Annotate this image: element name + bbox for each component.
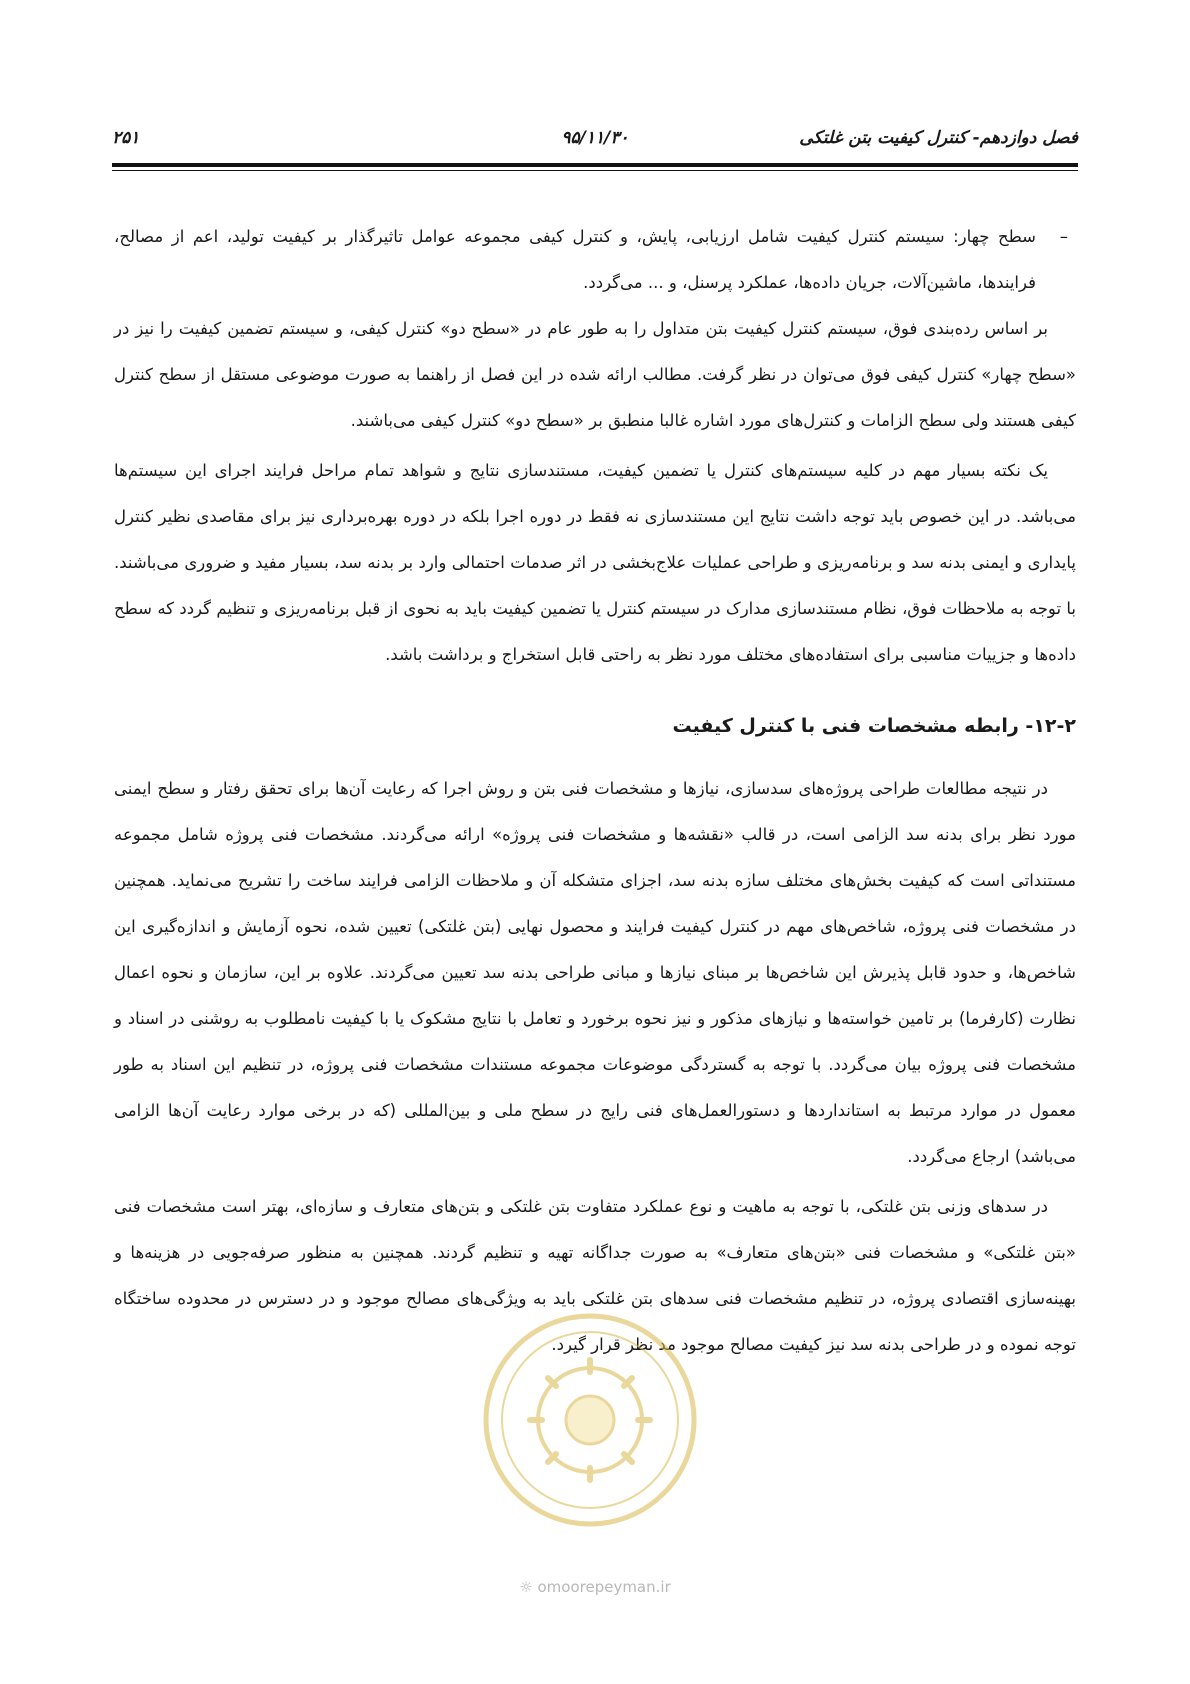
list-dash: – bbox=[1059, 227, 1068, 246]
watermark-url bbox=[0, 1578, 1190, 1596]
paragraph: در سدهای وزنی بتن غلتکی، با توجه به ماهیت و نوع عملکرد متفاوت بتن غلتکی و بتن‌های متعارف و سازه‌ای، بهتر است مشخصات فنی «بتن غلتکی» و مشخصات فنی «بتن‌های متعارف» به صورت جداگانه تهیه و تنظیم گردند. همچنین به منظور صرفه‌جویی در هزینه‌ها و بهینه‌سازی اقتصادی پروژه، در تنظیم مشخصات فنی سدهای بتن غلتکی باید به ویژگی‌های مصالح موجود و در دسترس در محدوده ساختگاه توجه نموده و در طراحی بدنه سد نیز کیفیت مصالح موجود مد نظر قرار گیرد. bbox=[114, 1197, 1076, 1354]
paragraph: یک نکته بسیار مهم در کلیه سیستم‌های کنترل یا تضمین کیفیت، مستندسازی نتایج و شواهد تمام مراحل فرایند اجرای این سیستم‌ها می‌باشد. در این خصوص باید توجه داشت نتایج این مستندسازی نه فقط در دوره اجرا بلکه در دوره بهره‌برداری نیز برای مقاصدی نظیر کنترل پایداری و ایمنی بدنه سد و برنامه‌ریزی و طراحی عملیات علاج‌بخشی در اثر صدمات احتمالی وارد بر بدنه سد، بسیار مفید و ضروری می‌باشند. با توجه به ملاحظات فوق، نظام مستندسازی مدارک در سیستم کنترل یا تضمین کیفیت باید به نحوی از قبل برنامه‌ریزی و تنظیم گردد که سطح داده‌ها و جزییات مناسبی برای استفاده‌های مختلف مورد نظر به راحتی قابل استخراج و برداشت باشد. bbox=[114, 461, 1076, 664]
page-body bbox=[114, 214, 1076, 1368]
section-heading: ۱۲-۲- رابطه مشخصات فنی با کنترل کیفیت bbox=[672, 715, 1076, 737]
list-item-text: سطح چهار: سیستم کنترل کیفیت شامل ارزیابی، پایش، و کنترل کیفی مجموعه عوامل تاثیرگذار بر کیفیت تولید، اعم از مصالح، فرایندها، ماشین‌آلات، جریان داده‌ها، عملکرد پرسنل، و ... می‌گردد. bbox=[114, 227, 1036, 292]
paragraph: در نتیجه مطالعات طراحی پروژه‌های سدسازی، نیازها و مشخصات فنی بتن و روش اجرا که رعایت آن‌ها برای تحقق رفتار و سطح ایمنی مورد نظر برای بدنه سد الزامی است، در قالب «نقشه‌ها و مشخصات فنی پروژه» ارائه می‌گردند. مشخصات فنی پروژه شامل مجموعه مستنداتی است که کیفیت بخش‌های مختلف سازه بدنه سد، اجزای متشکله آن و ملاحظات الزامی فرایند ساخت را تشریح می‌نماید. همچنین در مشخصات فنی پروژه، شاخص‌های مهم در کنترل کیفیت فرایند و محصول نهایی (بتن غلتکی) تعیین شده، نحوه آزمایش و اندازه‌گیری این شاخص‌ها، و حدود قابل پذیرش این شاخص‌ها بر مبنای نیازها و مبانی طراحی بدنه سد تعیین می‌گردند. علاوه بر این، سازمان و نحوه اعمال نظارت (کارفرما) بر تامین خواسته‌ها و نیازهای مذکور و نیز نحوه برخورد و تعامل با نتایج مشکوک یا با کیفیت نامطلوب به روشنی در اسناد و مشخصات فنی پروژه بیان می‌گردد. با توجه به گستردگی موضوعات مجموعه مستندات مشخصات فنی پروژه، در تنظیم این اسناد به طور معمول در موارد مرتبط به استانداردها و دستورالعمل‌های فنی رایج در سطح ملی و بین‌المللی (که در برخی موارد رعایت آن‌ها الزامی می‌باشد) ارجاع می‌گردد. bbox=[114, 779, 1076, 1166]
watermark-logo-icon: ☼ bbox=[519, 1578, 538, 1596]
list-item bbox=[114, 214, 1076, 306]
page-number: ۲۵۱ bbox=[112, 128, 140, 148]
chapter-title: فصل دوازدهم- کنترل کیفیت بتن غلتکی bbox=[799, 128, 1078, 148]
page-header bbox=[112, 128, 1078, 158]
watermark-url-text: omoorepeyman.ir bbox=[537, 1578, 671, 1596]
header-rule-thin bbox=[112, 170, 1078, 171]
watermark-seal-icon bbox=[470, 1300, 710, 1540]
header-rule-thick bbox=[112, 163, 1078, 167]
paragraph: بر اساس رده‌بندی فوق، سیستم کنترل کیفیت بتن متداول را به طور عام در «سطح دو» کنترل کیفی، و سیستم تضمین کیفیت را نیز در «سطح چهار» کنترل کیفی فوق می‌توان در نظر گرفت. مطالب ارائه شده در این فصل از راهنما به صورت موضوعی مستقل از سطح کنترل کیفی هستند ولی سطح الزامات و کنترل‌های مورد اشاره غالبا منطبق بر «سطح دو» کنترل کیفی می‌باشند. bbox=[114, 319, 1076, 430]
header-date: ۹۵/۱۱/۳۰ bbox=[561, 128, 629, 148]
